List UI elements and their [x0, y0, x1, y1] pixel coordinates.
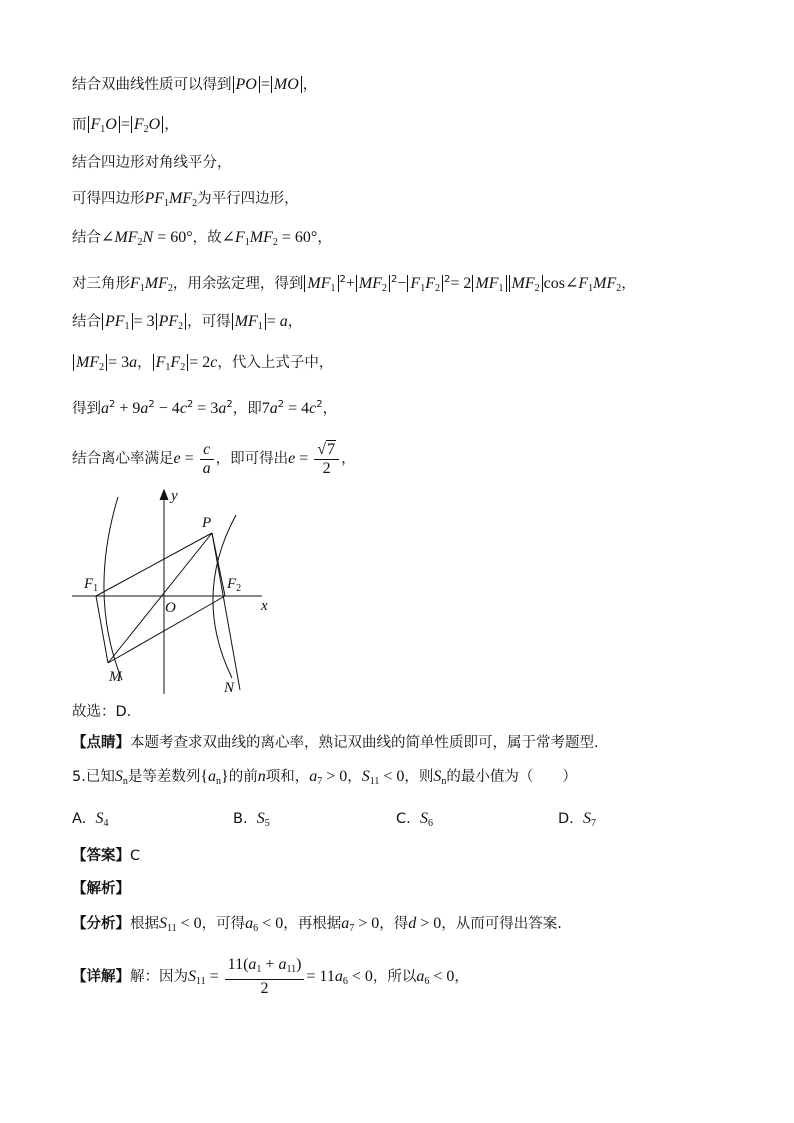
line-PN	[212, 533, 240, 690]
answer-line: 【答案】C	[72, 848, 141, 864]
diagonal-PM	[108, 533, 212, 663]
comment-line: 【点睛】本题考查求双曲线的离心率，熟记双曲线的简单性质即可，属于常考题型.	[72, 735, 599, 751]
hyperbola-figure	[66, 485, 286, 700]
analysis-tag: 【解析】	[72, 881, 130, 897]
step-line-8: $MF_2 = 3a$， $F_1F_2 = 2c$，代入上式子中，	[72, 353, 333, 378]
step-line-2: 而 $F_1O = F_2O$ ，	[72, 116, 179, 135]
label-N: N	[224, 680, 235, 696]
option-d[interactable]: D. $S_7$	[558, 810, 596, 829]
label-P: P	[202, 515, 212, 531]
step-line-10: 结合离心率满足e = $\frac{c}{a}$ ，即可得出e = $\frac{√7}{2}$ ，	[72, 440, 356, 477]
label-O: O	[165, 600, 176, 616]
step-line-5: 结合$\angle MF_2N = 60^\circ$，故$\angle F_1MF_2 = 60^\circ$，	[72, 229, 332, 248]
step-line-6: 对三角形$F_1MF_2$，用余弦定理，得到 $MF_1^2+ MF_2^2- F_1F_2^2= 2$ $MF_1$ $MF_2$ $\cos\angle F_1MF_2$，	[72, 274, 636, 294]
label-M: M	[109, 669, 122, 685]
label-F1: $F_1$	[84, 576, 99, 594]
fenxi-line: 【分析】根据$S_{11} < 0$，可得$a_6 < 0$，再根据$a_7 > 0$，得d > 0，从而可得出答案.	[72, 915, 562, 934]
option-b[interactable]: B. $S_5$	[233, 810, 270, 829]
step-line-1: 结合双曲线性质可以得到 PO = MO ，	[72, 76, 318, 93]
step-line-4: 可得四边形$PF_1MF_2$为平行四边形，	[72, 190, 299, 209]
label-F2: $F_2$	[227, 576, 242, 594]
step-line-9: 得到$a^2 + 9a^2 - 4c^2 = 3a^2$，即$7a^2 = 4c^2$，	[72, 399, 338, 417]
answer-select: 故选：D．	[72, 704, 142, 720]
hyperbola-left-branch	[104, 497, 122, 680]
label-y: y	[171, 488, 178, 504]
question-5: 5.已知$S_n$是等差数列$\{a_n\}$的前n项和，$a_7 > 0$，$S_{11} < 0$，则$S_n$的最小值为（ ）	[72, 768, 577, 787]
xiangjie-line: 【详解】解：因为$S_{11}$ = $\frac{11(a_1 + a_{11})}{2}$ = $11a_6 < 0$，所以$a_6 < 0$，	[72, 956, 469, 997]
label-x: x	[261, 598, 268, 614]
option-c[interactable]: C. $S_6$	[396, 810, 433, 829]
step-line-7: 结合 $PF_1 = 3$ $PF_2$ ，可得 $MF_1 = a$，	[72, 313, 303, 332]
step-text: 结合双曲线性质可以得到	[72, 77, 232, 93]
step-line-3: 结合四边形对角线平分，	[72, 155, 232, 171]
option-a[interactable]: A. $S_4$	[72, 810, 109, 829]
